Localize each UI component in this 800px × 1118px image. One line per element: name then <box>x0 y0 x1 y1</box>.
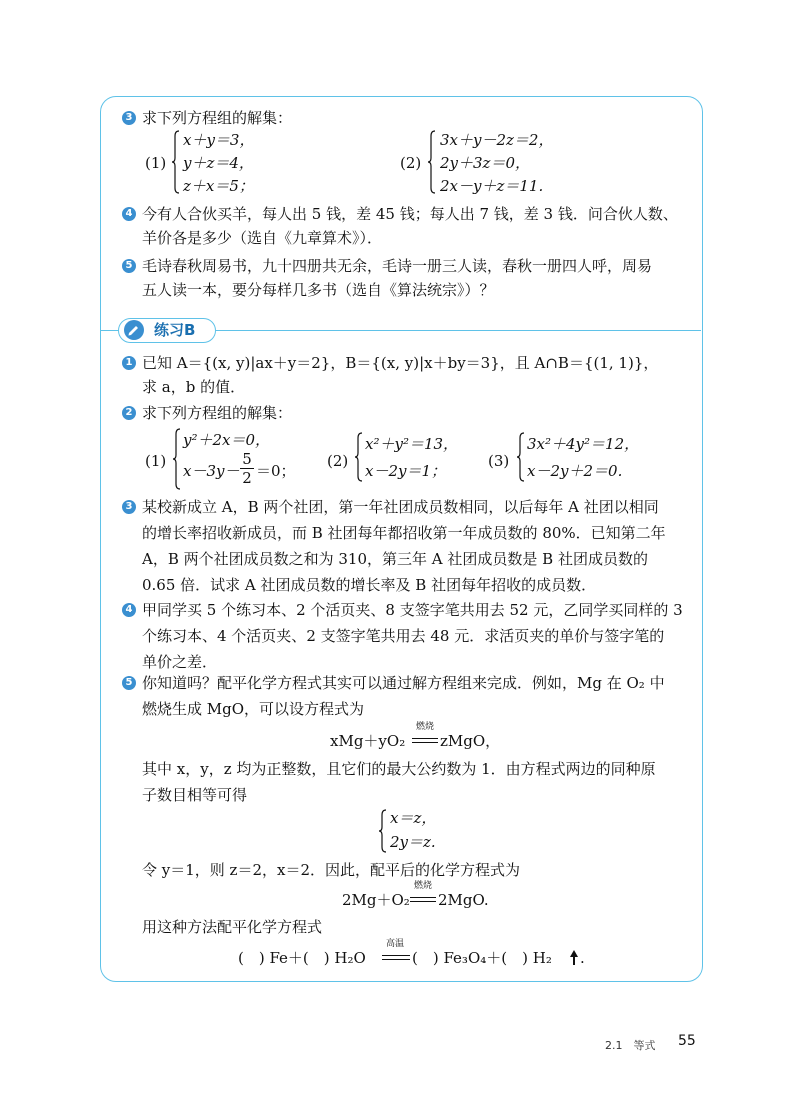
equation-period: . <box>580 949 585 967</box>
fraction-denominator: 2 <box>242 469 252 487</box>
problem-text: 单价之差． <box>142 653 218 671</box>
page-number: 55 <box>678 1033 696 1049</box>
system-brace <box>172 130 180 194</box>
subproblem-label: (1) <box>145 452 167 470</box>
problem-number: 5 <box>122 259 136 273</box>
problem-text: 令 y＝1，则 z＝2，x＝2．因此，配平后的化学方程式为 <box>142 861 521 879</box>
reaction-condition: 燃烧 <box>414 881 433 891</box>
chemical-equation-left: 2Mg＋O₂ <box>342 891 410 909</box>
problem-number: 3 <box>122 111 136 125</box>
subproblem-label: (1) <box>145 154 167 172</box>
problem-number: 3 <box>122 500 136 514</box>
problem-text: 子数目相等可得 <box>142 786 248 804</box>
reaction-equals-sign <box>382 955 410 960</box>
equation: y²＋2x＝0， <box>183 431 271 449</box>
problem-text: 其中 x，y，z 均为正整数，且它们的最大公约数为 1．由方程式两边的同种原 <box>142 760 656 778</box>
problem-number: 4 <box>122 207 136 221</box>
system-brace <box>428 130 436 194</box>
equation: x＝z， <box>390 809 437 827</box>
problem-text: 今有人合伙买羊，每人出 5 钱，差 45 钱；每人出 7 钱，差 3 钱．问合伙人数、 <box>142 205 678 223</box>
equation: ＝0； <box>256 462 296 480</box>
problem-text: 求下列方程组的解集： <box>142 109 293 127</box>
up-arrow-icon <box>570 950 578 966</box>
equation: x－2y＋2＝0. <box>527 462 623 480</box>
problem-number: 1 <box>122 356 136 370</box>
problem-text: 五人读一本，要分每样几多书（选自《算法统宗》）？ <box>142 281 495 299</box>
equation: x＋y＝3， <box>183 131 255 149</box>
problem-number: 2 <box>122 406 136 420</box>
problem-text: 个练习本、4 个活页夹、2 支签字笔共用去 48 元．求活页夹的单价与签字笔的 <box>142 627 665 645</box>
system-brace <box>355 432 363 482</box>
subproblem-label: (3) <box>488 452 510 470</box>
equation: 2y＋3z＝0， <box>440 154 531 172</box>
system-brace <box>379 809 387 853</box>
problem-text: 毛诗春秋周易书，九十四册共无余，毛诗一册三人读，春秋一册四人呼，周易 <box>142 257 653 275</box>
problem-number: 5 <box>122 676 136 690</box>
problem-text: 某校新成立 A，B 两个社团，第一年社团成员数相同，以后每年 A 社团以相同 <box>142 498 659 516</box>
fraction <box>240 451 254 486</box>
problem-text: 已知 A＝{(x, y)|ax＋y＝2}，B＝{(x, y)|x＋by＝3}，且 A∩B＝{(1, 1)}， <box>142 354 659 372</box>
equation: z＋x＝5； <box>183 177 254 195</box>
problem-text: 求 a，b 的值． <box>142 378 246 396</box>
section-title: 练习B <box>154 321 196 339</box>
problem-text: 燃烧生成 MgO，可以设方程式为 <box>142 700 365 718</box>
equation: x－2y＝1； <box>365 462 447 480</box>
chemical-equation-right: 2MgO. <box>438 891 489 909</box>
equation: 3x²＋4y²＝12， <box>527 435 640 453</box>
reaction-condition: 高温 <box>386 939 405 949</box>
reaction-equals-sign <box>410 897 436 902</box>
chemical-equation-left: ( ) Fe＋( ) H₂O <box>238 949 366 967</box>
problem-number: 4 <box>122 603 136 617</box>
problem-text: 甲同学买 5 个练习本、2 个活页夹、8 支签字笔共用去 52 元，乙同学买同样的 3 <box>142 601 683 619</box>
equation: 2x－y＋z＝11. <box>440 177 544 195</box>
pencil-icon <box>123 319 145 341</box>
footer-section-title: 2.1 等式 <box>605 1039 656 1052</box>
equation: x²＋y²＝13， <box>365 435 459 453</box>
reaction-equals-sign <box>412 738 438 743</box>
fraction-numerator: 5 <box>242 450 252 468</box>
system-brace <box>173 428 181 490</box>
subproblem-label: (2) <box>327 452 349 470</box>
problem-text: 你知道吗？配平化学方程式其实可以通过解方程组来完成．例如，Mg 在 O₂ 中 <box>142 674 665 692</box>
chemical-equation-right: zMgO， <box>440 732 501 750</box>
problem-text: 用这种方法配平化学方程式 <box>142 918 323 936</box>
problem-text: 0.65 倍．试求 A 社团成员数的增长率及 B 社团每年招收的成员数． <box>142 576 597 594</box>
chemical-equation-right: ( ) Fe₃O₄＋( ) H₂ <box>412 949 552 967</box>
equation: x－3y－ <box>183 462 240 480</box>
problem-text: 羊价各是多少（选自《九章算术》）． <box>142 229 383 247</box>
equation: 2y＝z. <box>390 833 436 851</box>
subproblem-label: (2) <box>400 154 422 172</box>
chemical-equation-left: xMg＋yO₂ <box>330 732 406 750</box>
problem-text: A，B 两个社团成员数之和为 310，第三年 A 社团成员数是 B 社团成员数的 <box>142 550 648 568</box>
equation: 3x＋y－2z＝2， <box>440 131 554 149</box>
reaction-condition: 燃烧 <box>416 722 435 732</box>
equation: y＋z＝4， <box>183 154 254 172</box>
system-brace <box>517 432 525 482</box>
problem-text: 求下列方程组的解集： <box>142 404 293 422</box>
problem-text: 的增长率招收新成员，而 B 社团每年都招收第一年成员数的 80%．已知第二年 <box>142 524 666 542</box>
